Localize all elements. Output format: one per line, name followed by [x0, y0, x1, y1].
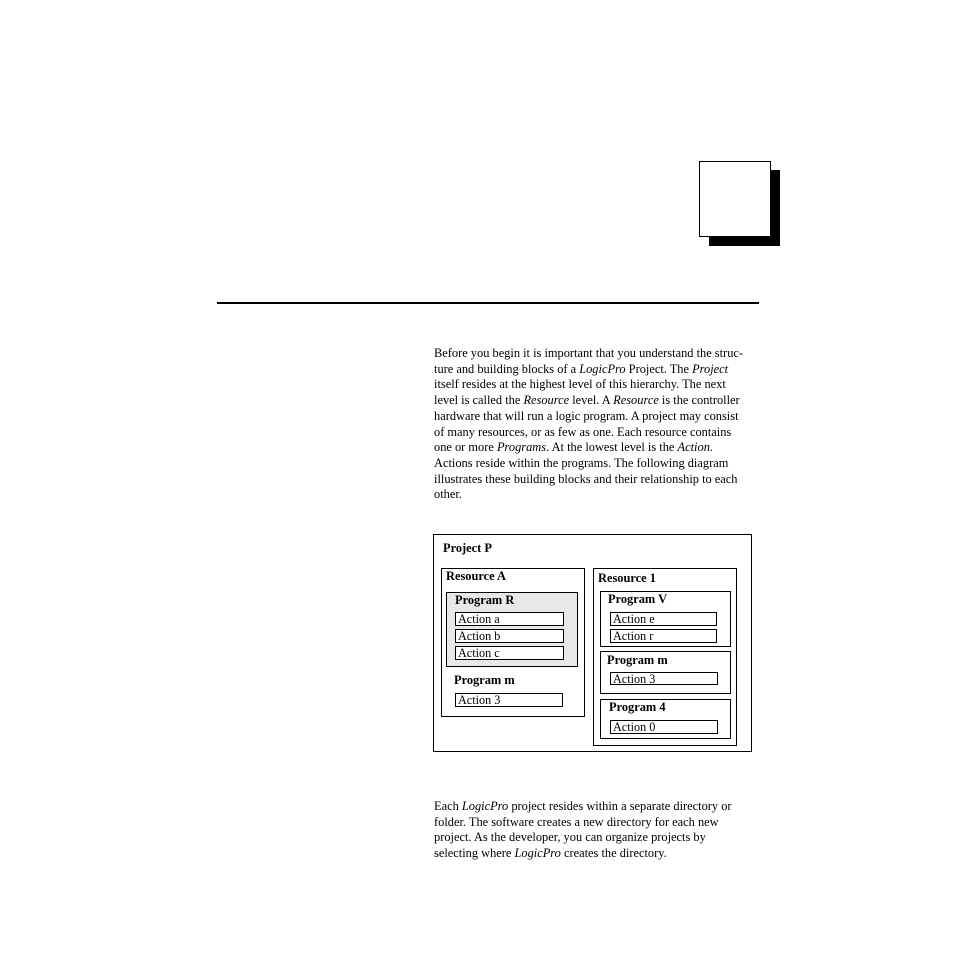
intro-paragraph	[434, 346, 764, 503]
program-4-label: Program 4	[609, 700, 666, 714]
text-line: folder. The software creates a new directory for each new	[434, 814, 719, 829]
text-line: selecting where LogicPro creates the directory.	[434, 846, 667, 861]
action-0-box: Action 0	[610, 720, 718, 734]
action-e-box: Action e	[610, 612, 717, 626]
text-line: of many resources, or as few as one. Each resource contains	[434, 424, 732, 439]
text-line: Actions reside within the programs. The following diagram	[434, 455, 729, 470]
header-rule	[217, 302, 759, 304]
program-v-label: Program V	[608, 592, 668, 606]
program-m-label: Program m	[454, 673, 515, 687]
program-r-label: Program R	[455, 593, 515, 607]
chapter-tab-box	[699, 161, 771, 237]
text-line: other.	[434, 487, 462, 502]
resource-1-label: Resource 1	[598, 571, 656, 585]
text-line: itself resides at the highest level of this hierarchy. The next	[434, 377, 726, 392]
action-3-box: Action 3	[455, 693, 563, 707]
project-directory-paragraph	[434, 799, 764, 862]
text-line: ture and building blocks of a LogicPro Project. The Project	[434, 361, 729, 376]
action-3-box: Action 3	[610, 672, 718, 685]
resource-a-label: Resource A	[446, 569, 506, 583]
action-c-box: Action c	[455, 646, 564, 660]
text-line: project. As the developer, you can organize projects by	[434, 830, 706, 845]
action-b-box: Action b	[455, 629, 564, 643]
action-a-box: Action a	[455, 612, 564, 626]
text-line: illustrates these building blocks and their relationship to each	[434, 471, 738, 486]
text-line: one or more Programs. At the lowest level is the Action.	[434, 440, 713, 455]
program-m-label: Program m	[607, 653, 668, 667]
project-label: Project P	[443, 541, 492, 555]
text-line: hardware that will run a logic program. A project may consist	[434, 408, 739, 423]
action-r-box: Action r	[610, 629, 717, 643]
text-line: Each LogicPro project resides within a separate directory or	[434, 799, 732, 813]
text-line: Before you begin it is important that you understand the struc-	[434, 346, 744, 360]
text-line: level is called the Resource level. A Resource is the controller	[434, 393, 740, 408]
